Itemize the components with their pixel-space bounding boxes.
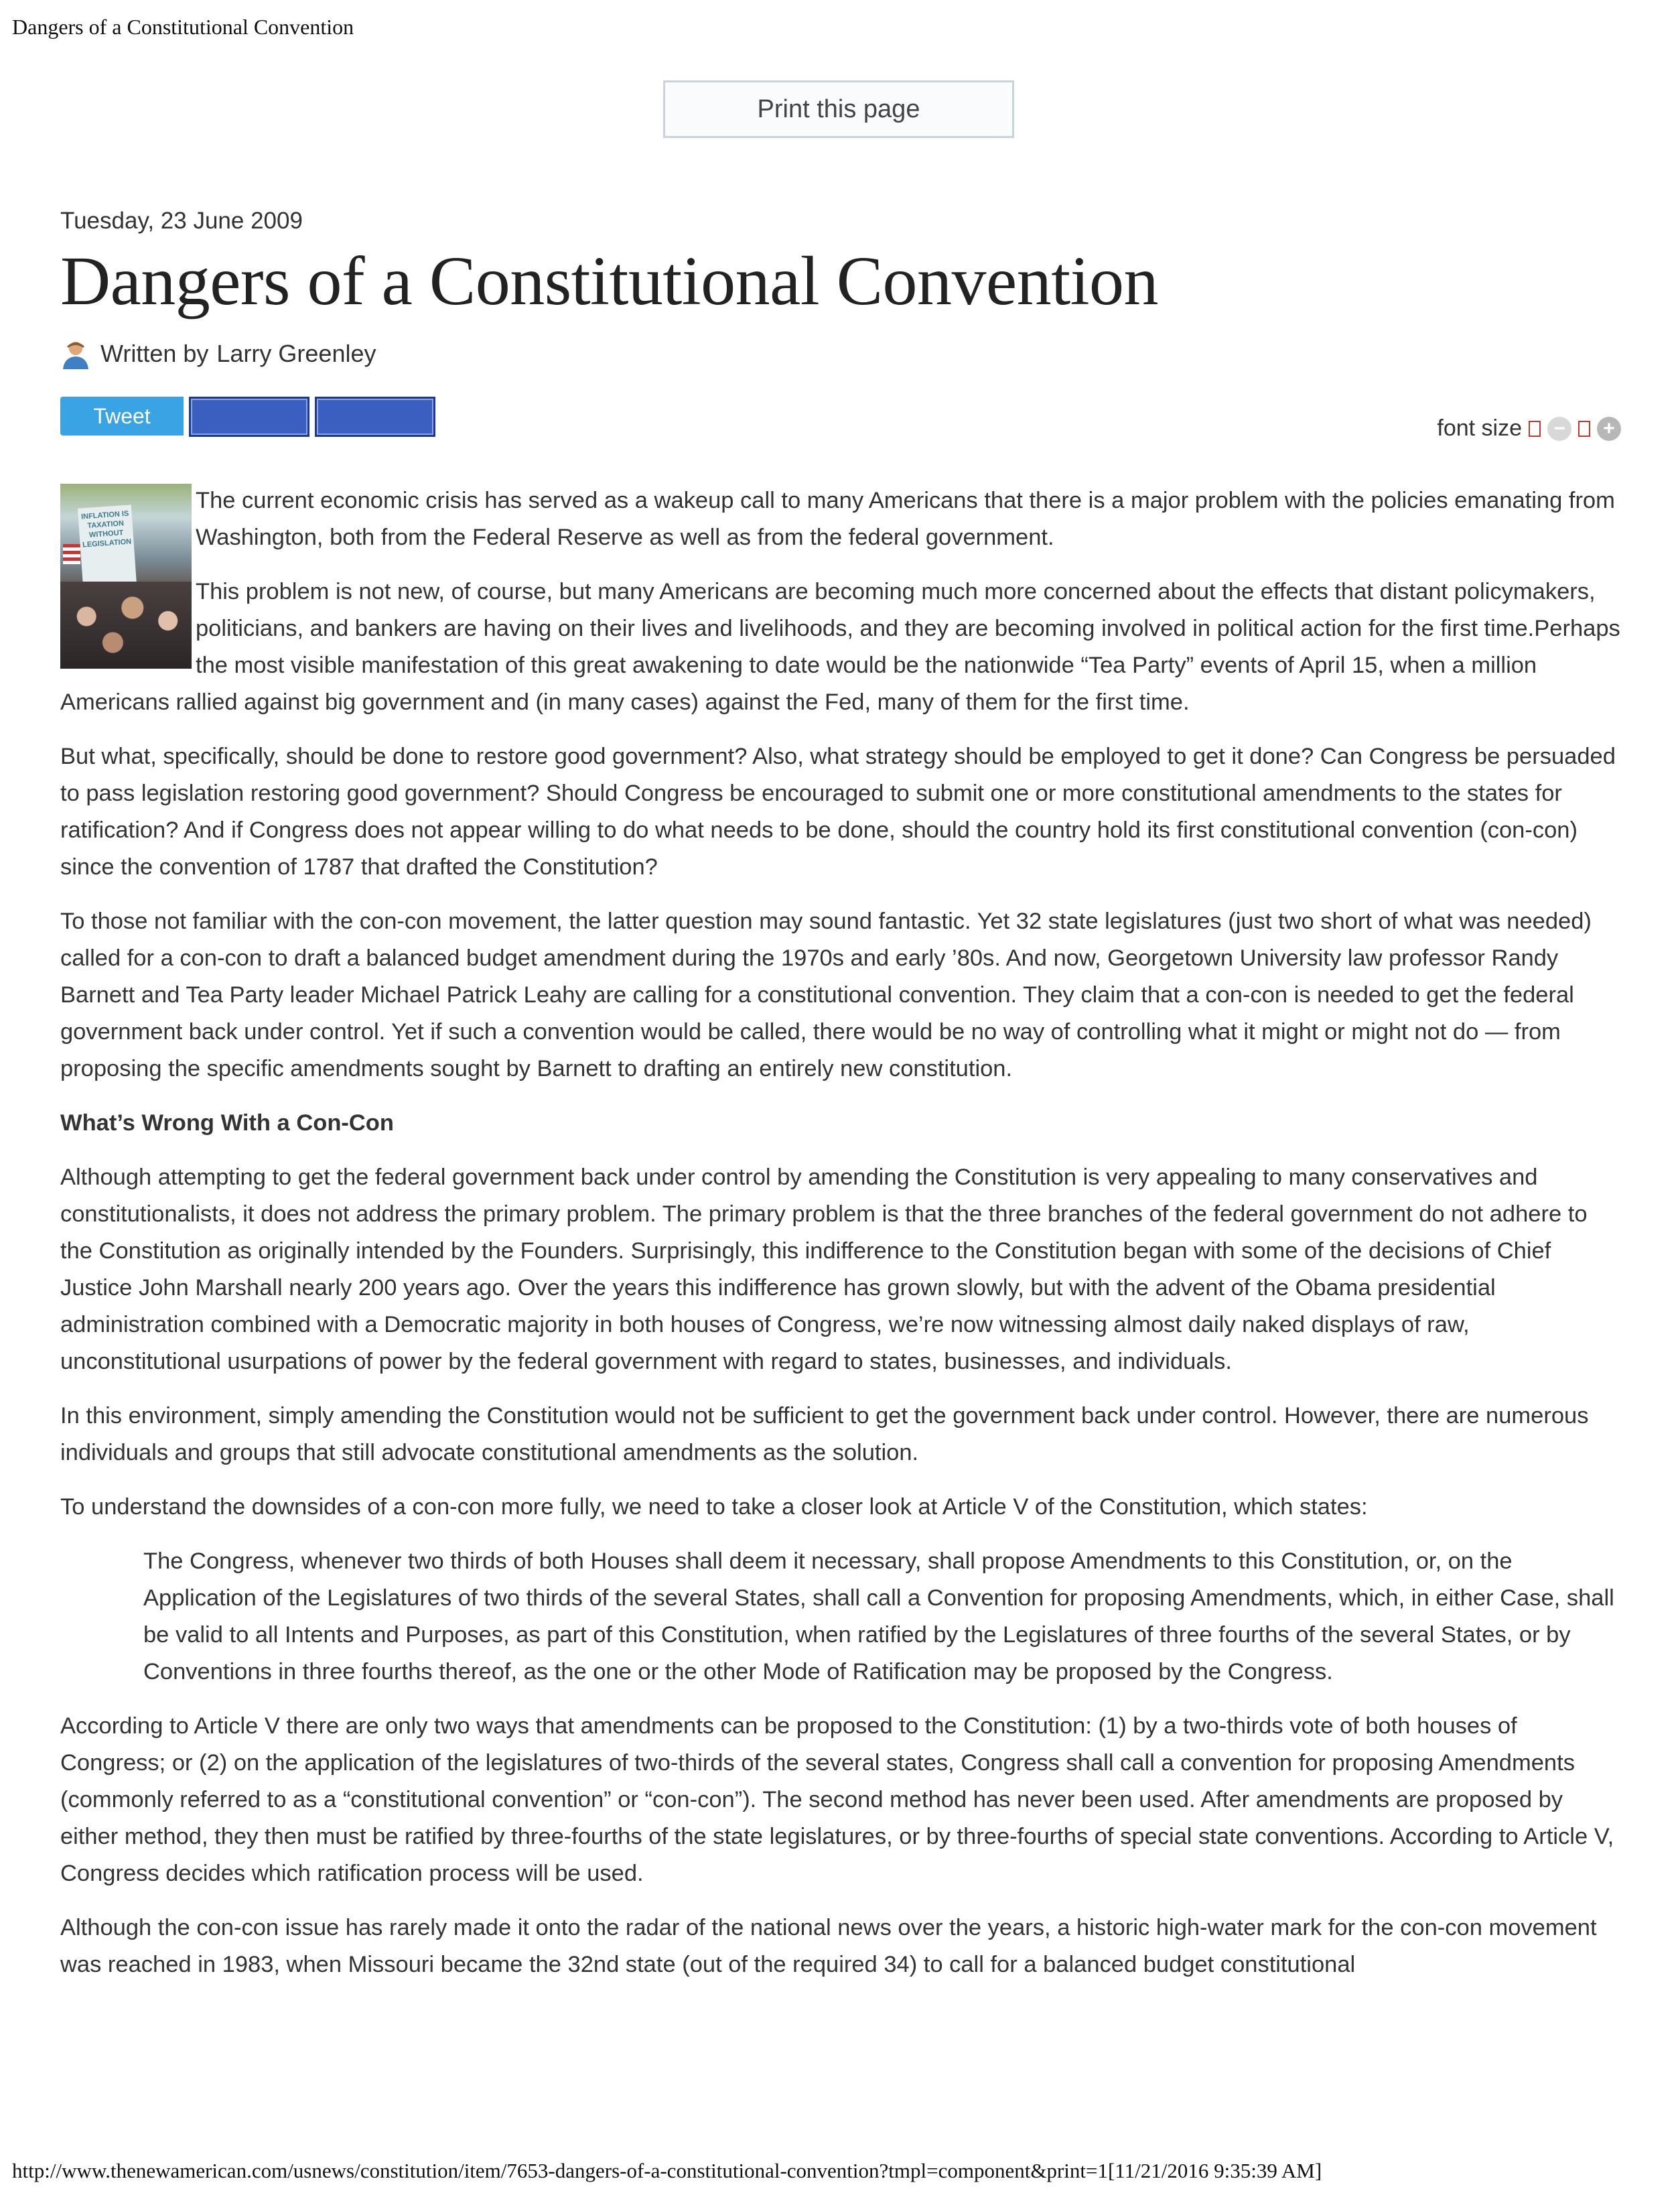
- share-bar: [60, 397, 435, 437]
- protest-sign: INFLATION IS TAXATION WITHOUT LEGISLATION: [78, 505, 137, 588]
- paragraph: But what, specifically, should be done to restore good government? Also, what strategy should be employed to get it done? Can Congress be persuaded to pass legislation restoring good government? Should Congress be encouraged to submit one or more constitutional amendments to the states for ratification? And if Congress does not appear willing to do what needs to be done, should the country hold its first constitutional convention (con-con) since the convention of 1787 that drafted the Constitution?: [60, 744, 1616, 880]
- paragraph: The current economic crisis has served as a wakeup call to many Americans that there is a major problem with the policies emanating from Washington, both from the Federal Reserve as well as from the federal government.: [196, 488, 1615, 550]
- article-body: [60, 482, 1621, 2001]
- article-title: Dangers of a Constitutional Convention: [60, 243, 1159, 320]
- share-button[interactable]: [315, 397, 435, 437]
- missing-glyph-icon: [1578, 421, 1590, 437]
- article-date: Tuesday, 23 June 2009: [60, 208, 303, 234]
- byline-prefix: Written by: [100, 340, 209, 367]
- print-footer-url: http://www.thenewamerican.com/usnews/constitution/item/7653-dangers-of-a-constitutional-convention?tmpl=component&print=1[11/21/2016 9:35:39 AM]: [12, 2159, 1322, 2182]
- paragraph: According to Article V there are only two ways that amendments can be proposed to the Constitution: (1) by a two-thirds vote of both houses of Congress; or (2) on the application of the legislatures of two-thirds of the several states, Congress shall call a convention for proposing Amendments (commonly referred to as a “constitutional convention” or “con-con”). The second method has never been used. After amendments are proposed by either method, they then must be ratified by three-fourths of the state legislatures, or by three-fourths of special state conventions. According to Article V, Congress decides which ratification process will be used.: [60, 1713, 1614, 1886]
- flag-graphic: [63, 544, 80, 564]
- print-header-title: Dangers of a Constitutional Convention: [12, 15, 354, 39]
- author-name: Larry Greenley: [216, 340, 376, 367]
- tea-party-rally-photo: [60, 484, 192, 669]
- decrease-font-icon[interactable]: −: [1547, 417, 1571, 441]
- increase-font-icon[interactable]: +: [1597, 417, 1621, 441]
- print-page-button[interactable]: Print this page: [663, 80, 1014, 138]
- paragraph: To understand the downsides of a con-con more fully, we need to take a closer look at Article V of the Constitution, which states:: [60, 1494, 1368, 1520]
- paragraph: Although attempting to get the federal government back under control by amending the Constitution is very appealing to many conservatives and constitutionalists, it does not address the primary problem. The primary problem is that the three branches of the federal government do not adhere to the Constitution as originally intended by the Founders. Surprisingly, this indifference to the Constitution began with some of the decisions of Chief Justice John Marshall nearly 200 years ago. Over the years this indifference has grown slowly, but with the advent of the Obama presidential administration combined with a Democratic majority in both houses of Congress, we’re now witnessing almost daily naked displays of raw, unconstitutional usurpations of power by the federal government with regard to states, businesses, and individuals.: [60, 1165, 1588, 1374]
- byline: [60, 338, 376, 369]
- paragraph: To those not familiar with the con-con movement, the latter question may sound fantastic. Yet 32 state legislatures (just two short of what was needed) called for a con-con to draft a balanced budget amendment during the 1970s and early ’80s. And now, Georgetown University law professor Randy Barnett and Tea Party leader Michael Patrick Leahy are calling for a constitutional convention. They claim that a con-con is needed to get the federal government back under control. Yet if such a convention would be called, there would be no way of controlling what it might or might not do — from proposing the specific amendments sought by Barnett to drafting an entirely new constitution.: [60, 909, 1592, 1081]
- tweet-button[interactable]: Tweet: [60, 397, 184, 436]
- facebook-share-button[interactable]: [189, 397, 309, 437]
- author-icon: [60, 338, 91, 369]
- article-v-quote: The Congress, whenever two thirds of both Houses shall deem it necessary, shall propose Amendments to this Constitution, or, on the Application of the Legislatures of two thirds of the several States, shall call a Convention for proposing Amendments, which, in either Case, shall be valid to all Intents and Purposes, as part of this Constitution, when ratified by the Legislatures of three fourths of the several States, or by Conventions in three fourths thereof, as the one or the other Mode of Ratification may be proposed by the Congress.: [143, 1548, 1614, 1684]
- section-subheading: What’s Wrong With a Con-Con: [60, 1110, 394, 1136]
- paragraph: In this environment, simply amending the Constitution would not be sufficient to get the government back under control. However, there are numerous individuals and groups that still advocate constitutional amendments as the solution.: [60, 1403, 1589, 1465]
- paragraph: Although the con-con issue has rarely made it onto the radar of the national news over the years, a historic high-water mark for the con-con movement was reached in 1983, when Missouri became the 32nd state (out of the required 34) to call for a balanced budget constitutional: [60, 1915, 1597, 1977]
- crowd-graphic: [60, 582, 192, 669]
- missing-glyph-icon: [1529, 421, 1541, 437]
- paragraph: This problem is not new, of course, but many Americans are becoming much more concerned about the effects that distant policymakers, politicians, and bankers are having on their lives and livelihoods, and they are becoming involved in political action for the first time.Perhaps the most visible manifestation of this great awakening to date would be the nationwide “Tea Party” events of April 15, when a million Americans rallied against big government and (in many cases) against the Fed, many of them for the first time.: [60, 579, 1620, 715]
- font-size-label: font size: [1437, 415, 1522, 441]
- font-size-control: [1437, 415, 1621, 442]
